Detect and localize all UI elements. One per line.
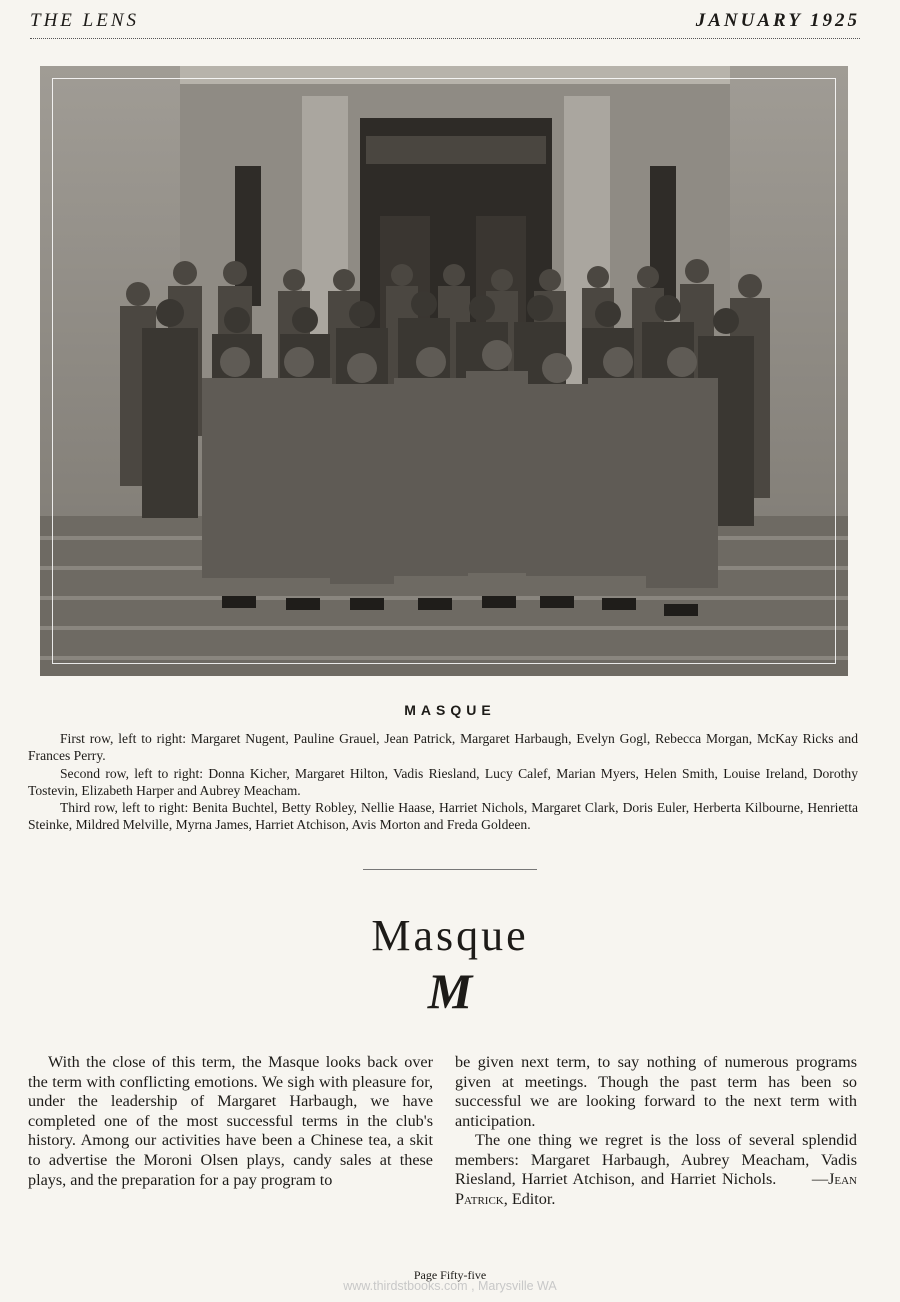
paragraph-2-text: The one thing we regret is the loss of several splendid members: Margaret Harbaugh, Aubrey Meacham, Vadis Riesland, Harriet Atchison, and Harriet Nichols. (455, 1131, 857, 1189)
section-divider (363, 869, 537, 870)
page-number: Page Fifty-five (413, 1268, 487, 1282)
article-paragraph-1-continued: be given next term, to say nothing of numerous programs given at meetings. Though the past term has been so successful we are looking forward to the next term with anticipation. (455, 1053, 857, 1130)
group-photo-illustration (40, 66, 848, 676)
article-paragraph-2 (455, 1131, 857, 1209)
caption-title: MASQUE (404, 702, 496, 718)
signature-name: Jean Patrick (455, 1170, 857, 1208)
watermark: www.thirdstbooks.com , Marysville WA (343, 1279, 557, 1293)
signature-dash: — (811, 1170, 829, 1189)
decorative-initial: M (427, 963, 473, 1019)
caption-third-row: Third row, left to right: Benita Buchtel, Betty Robley, Nellie Haase, Harriet Nichols, Margaret Clark, Doris Euler, Herberta Kilbourne, Henrietta Steinke, Mildred Melville, Myrna James, Harriet Atchison, Avis Morton and Freda Goldeen. (28, 800, 858, 832)
article-title: Masque (371, 911, 529, 960)
caption-first-row: First row, left to right: Margaret Nugent, Pauline Grauel, Jean Patrick, Margaret Harbaugh, Evelyn Gogl, Rebecca Morgan, McKay Ricks and Frances Perry. (28, 731, 858, 763)
caption-second-row: Second row, left to right: Donna Kicher, Margaret Hilton, Vadis Riesland, Lucy Calef, Marian Myers, Helen Smith, Louise Ireland, Dorothy Tostevin, Elizabeth Harper and Aubrey Meacham. (28, 766, 858, 798)
group-photo (40, 66, 848, 676)
article-paragraph-1: With the close of this term, the Masque looks back over the term with conflicting emotions. We sigh with pleasure for, under the leadership of Margaret Harbaugh, we have completed one of the most successful terms in the club's history. Among our activities have been a Chinese tea, a skit to advertise the Moroni Olsen plays, candy sales at these plays, and the preparation for a pay program to (28, 1053, 433, 1189)
signature-role: , Editor. (503, 1189, 556, 1208)
issue-date: JANUARY 1925 (695, 10, 860, 31)
running-header (30, 10, 860, 39)
publication-name: THE LENS (30, 10, 139, 31)
